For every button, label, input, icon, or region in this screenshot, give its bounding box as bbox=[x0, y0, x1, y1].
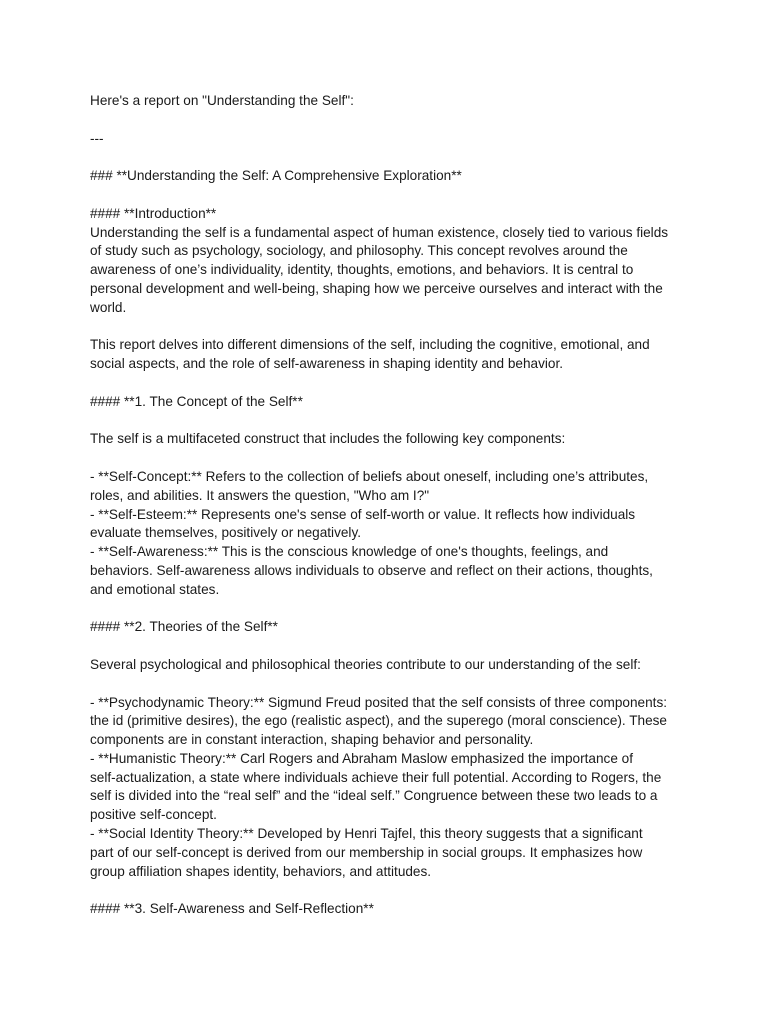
spacer bbox=[90, 881, 690, 900]
list-item-social-identity: - **Social Identity Theory:** Developed by Henri Tajfel, this theory suggests that a significant part of our self-concept is derived from our membership in social groups. It emphasizes how group affiliation shapes identity, behaviors, and attitudes. bbox=[90, 826, 643, 879]
spacer bbox=[90, 637, 690, 656]
list-item-psychodynamic: - **Psychodynamic Theory:** Sigmund Freud posited that the self consists of three components: the id (primitive desires), the ego (realistic aspect), and the superego (moral conscience). These components are in constant interaction, shaping behavior and personality. bbox=[90, 694, 668, 748]
spacer bbox=[90, 186, 690, 205]
section-3-heading: #### **3. Self-Awareness and Self-Reflection** bbox=[90, 901, 374, 917]
section-2-lead: Several psychological and philosophical theories contribute to our understanding of the self: bbox=[90, 656, 641, 672]
list-item-self-concept: - **Self-Concept:** Refers to the collection of beliefs about oneself, including one’s attributes, roles, and abilities. It answers the question, "Who am I?" bbox=[90, 468, 649, 503]
list-item-self-awareness: - **Self-Awareness:** This is the conscious knowledge of one's thoughts, feelings, and behaviors. Self-awareness allows individuals to observe and reflect on their actions, thoughts, and emotional states. bbox=[90, 544, 653, 597]
list-item-humanistic: - **Humanistic Theory:** Carl Rogers and Abraham Maslow emphasized the importance of self-actualization, a state where individuals achieve their full potential. According to Rogers, the self is divided into the “real self” and the “ideal self.” Congruence between these two leads to a positive self-concept. bbox=[90, 750, 662, 823]
intro-line: Here's a report on "Understanding the Self": bbox=[90, 93, 354, 108]
spacer bbox=[90, 148, 690, 167]
spacer bbox=[90, 318, 690, 337]
section-1-lead: The self is a multifaceted construct that includes the following key components: bbox=[90, 431, 566, 447]
document-page bbox=[90, 92, 690, 919]
separator-line: --- bbox=[90, 130, 104, 146]
introduction-paragraph: Understanding the self is a fundamental aspect of human existence, closely tied to various fields of study such as psychology, sociology, and philosophy. This concept revolves around the awareness of one’s individuality, identity, thoughts, emotions, and behaviors. It is central to personal development and well-being, shaping how we perceive ourselves and interact with the world. bbox=[90, 224, 669, 315]
list-item-self-esteem: - **Self-Esteem:** Represents one's sense of self-worth or value. It reflects how individuals evaluate themselves, positively or negatively. bbox=[90, 506, 636, 541]
document-title: ### **Understanding the Self: A Comprehensive Exploration** bbox=[90, 168, 462, 184]
introduction-paragraph-2: This report delves into different dimensions of the self, including the cognitive, emotional, and social aspects, and the role of self-awareness in shaping identity and behavior. bbox=[90, 337, 650, 372]
introduction-heading: #### **Introduction** bbox=[90, 205, 217, 221]
spacer bbox=[90, 675, 690, 694]
section-1-heading: #### **1. The Concept of the Self** bbox=[90, 393, 303, 409]
section-2-heading: #### **2. Theories of the Self** bbox=[90, 619, 278, 635]
spacer bbox=[90, 111, 690, 130]
spacer bbox=[90, 412, 690, 431]
spacer bbox=[90, 449, 690, 468]
spacer bbox=[90, 600, 690, 619]
spacer bbox=[90, 374, 690, 393]
